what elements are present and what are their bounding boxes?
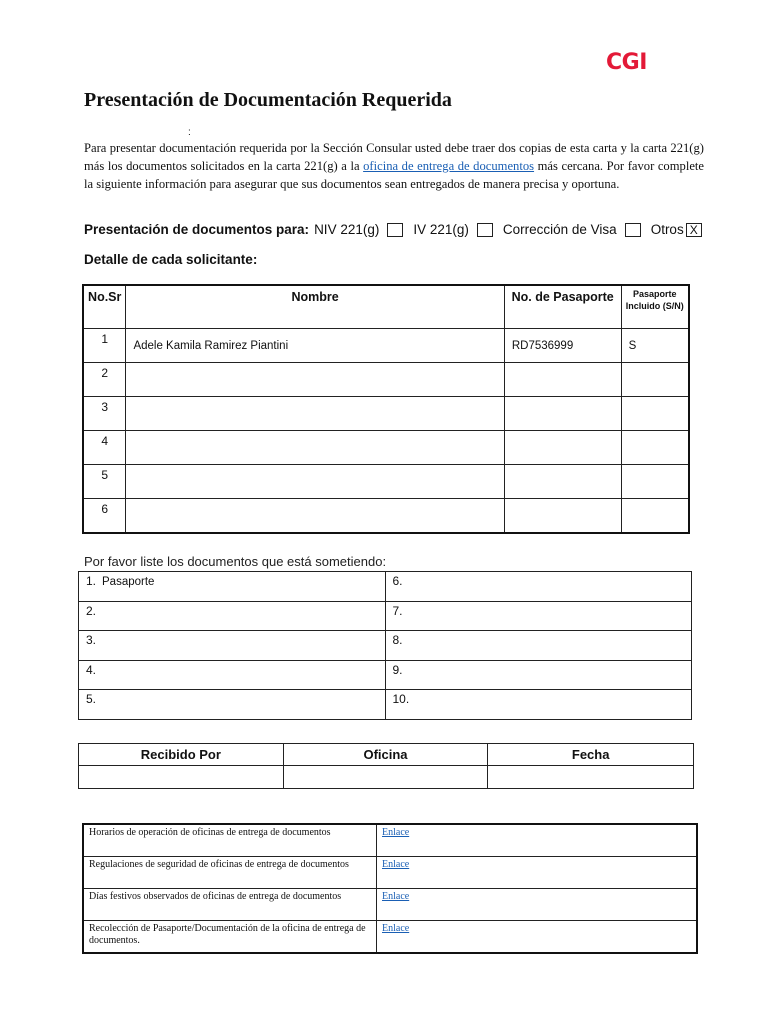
applicant-name[interactable] (126, 363, 504, 397)
documents-list-label: Por favor liste los documentos que está sometiendo: (84, 554, 387, 569)
link-cell (377, 824, 698, 857)
security-link[interactable]: Enlace (382, 859, 410, 870)
cgi-logo: CGI (606, 50, 647, 75)
applicant-passport-included[interactable] (621, 363, 689, 397)
table-row (83, 499, 689, 534)
table-row (83, 363, 689, 397)
option-niv-label: NIV 221(g) (314, 222, 380, 237)
document-cell-left[interactable] (79, 572, 386, 602)
table-row (83, 465, 689, 499)
table-row (83, 857, 697, 889)
applicant-detail-label: Detalle de cada solicitante: (84, 252, 258, 267)
office-field[interactable] (283, 766, 488, 789)
applicant-passport-included[interactable] (621, 431, 689, 465)
applicant-passport-included[interactable] (621, 499, 689, 534)
header-number: No.Sr (83, 285, 126, 329)
row-number: 5 (83, 465, 126, 499)
table-row (79, 631, 692, 661)
link-cell (377, 889, 698, 921)
row-number: 6 (83, 499, 126, 534)
info-links-table (82, 823, 698, 954)
receipt-header-row (79, 744, 694, 766)
applicant-passport[interactable] (504, 431, 621, 465)
link-description: Regulaciones de seguridad de oficinas de entrega de documentos (83, 857, 377, 889)
document-number: 4. (86, 662, 97, 677)
table-row (83, 329, 689, 363)
applicant-passport-included[interactable] (621, 397, 689, 431)
pickup-link[interactable]: Enlace (382, 923, 410, 934)
document-number: 8. (392, 633, 403, 647)
applicant-name[interactable] (126, 465, 504, 499)
header-passport-included: Pasaporte Incluido (S/N) (621, 285, 689, 329)
option-other-checkbox[interactable]: X (686, 223, 702, 237)
received-by-field[interactable] (79, 766, 284, 789)
link-description: Días festivos observados de oficinas de entrega de documentos (83, 889, 377, 921)
option-visa-correction-label: Corrección de Visa (502, 222, 617, 237)
purpose-label: Presentación de documentos para: (84, 222, 310, 237)
applicant-name[interactable] (126, 397, 504, 431)
link-description: Recolección de Pasaporte/Documentación de la oficina de entrega de documentos. (83, 921, 377, 954)
applicants-table (82, 284, 690, 534)
applicant-passport[interactable]: RD7536999 (504, 329, 621, 363)
table-row (79, 572, 692, 602)
document-number: 10. (392, 692, 410, 706)
date-field[interactable] (488, 766, 694, 789)
document-cell-right[interactable] (385, 690, 692, 720)
document-cell-left[interactable] (79, 660, 386, 690)
documents-table (78, 571, 692, 720)
document-number: 9. (392, 662, 403, 677)
applicant-name[interactable]: Adele Kamila Ramirez Piantini (126, 329, 504, 363)
link-description: Horarios de operación de oficinas de entrega de documentos (83, 824, 377, 857)
option-niv-checkbox[interactable] (387, 223, 403, 237)
stray-colon: : (188, 127, 191, 138)
document-number: 2. (86, 603, 97, 618)
delivery-office-link[interactable]: oficina de entrega de documentos (363, 159, 535, 173)
applicant-name[interactable] (126, 431, 504, 465)
intro-paragraph (84, 139, 704, 193)
intro-text-start: Para presentar documentación requerida por la Sección Consular usted debe traer dos copias de esta carta y la carta 221(g) más los documentos solicitados en la carta 221(g) a la (84, 141, 704, 173)
applicant-passport-included[interactable]: S (621, 329, 689, 363)
purpose-row (84, 222, 702, 237)
row-number: 4 (83, 431, 126, 465)
intro-text-end: más cercana. Por favor complete la siguiente información para asegurar que sus documentos sean entregados de manera precisa y oportuna. (84, 159, 704, 191)
applicants-header-row (83, 285, 689, 329)
row-number: 2 (83, 363, 126, 397)
header-name: Nombre (126, 285, 504, 329)
link-cell (377, 921, 698, 954)
table-row (83, 431, 689, 465)
applicant-passport[interactable] (504, 499, 621, 534)
document-number: 7. (392, 603, 403, 618)
table-row (83, 397, 689, 431)
document-cell-left[interactable] (79, 601, 386, 631)
row-number: 1 (83, 329, 126, 363)
applicant-passport[interactable] (504, 363, 621, 397)
option-visa-correction-checkbox[interactable] (625, 223, 641, 237)
document-cell-right[interactable] (385, 601, 692, 631)
document-entry: Pasaporte (102, 576, 155, 588)
document-number: 3. (86, 633, 97, 647)
option-iv-label: IV 221(g) (413, 222, 469, 237)
header-received-by: Recibido Por (79, 744, 284, 766)
link-cell (377, 857, 698, 889)
document-cell-left[interactable] (79, 631, 386, 661)
header-date: Fecha (488, 744, 694, 766)
receipt-table (78, 743, 694, 789)
document-number: 6. (392, 574, 403, 588)
applicant-passport[interactable] (504, 465, 621, 499)
document-number: 5. (86, 692, 97, 706)
document-cell-right[interactable] (385, 660, 692, 690)
document-cell-right[interactable] (385, 572, 692, 602)
table-row (79, 601, 692, 631)
document-number: 1. (86, 574, 97, 588)
header-passport-number: No. de Pasaporte (504, 285, 621, 329)
document-cell-right[interactable] (385, 631, 692, 661)
hours-link[interactable]: Enlace (382, 827, 410, 838)
option-other-label: Otros (650, 222, 684, 237)
table-row (83, 921, 697, 954)
holidays-link[interactable]: Enlace (382, 891, 410, 902)
header-office: Oficina (283, 744, 488, 766)
table-row (79, 690, 692, 720)
applicant-passport[interactable] (504, 397, 621, 431)
page-title: Presentación de Documentación Requerida (84, 89, 452, 111)
option-iv-checkbox[interactable] (477, 223, 493, 237)
table-row (79, 660, 692, 690)
row-number: 3 (83, 397, 126, 431)
table-row (83, 889, 697, 921)
document-cell-left[interactable] (79, 690, 386, 720)
table-row (83, 824, 697, 857)
applicant-passport-included[interactable] (621, 465, 689, 499)
applicant-name[interactable] (126, 499, 504, 534)
table-row (79, 766, 694, 789)
